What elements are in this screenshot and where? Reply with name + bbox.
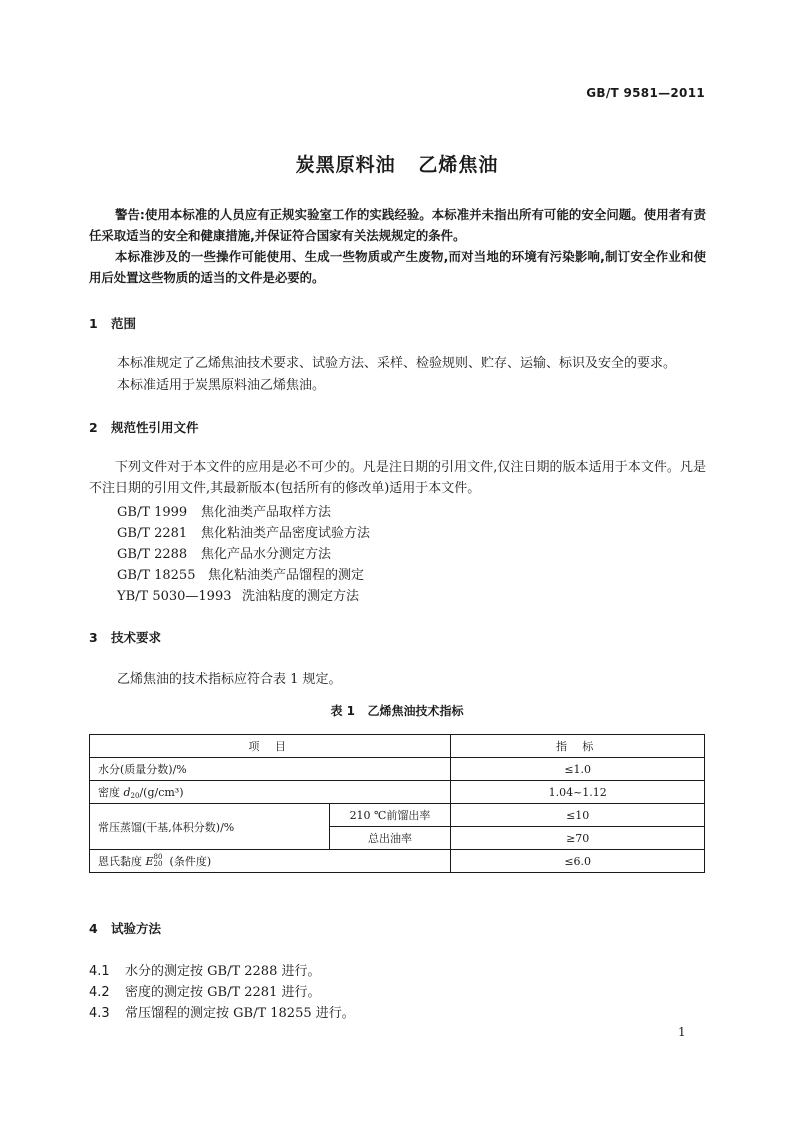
clause-number: 4.2 (89, 985, 110, 1000)
distillation-label: 常压蒸馏(干基,体积分数)/% (90, 804, 330, 850)
section-1-number: 1 (89, 316, 98, 331)
reference-item (117, 522, 370, 541)
viscosity-superscript: 80 (153, 853, 163, 861)
section-4-heading (89, 919, 161, 937)
document-title: 炭黑原料油 乙烯焦油 (295, 154, 499, 176)
reference-code: GB/T 1999 (117, 505, 188, 520)
clause-number: 4.3 (89, 1006, 110, 1021)
table-row (90, 781, 705, 804)
clause-text: 密度的测定按 GB/T 2281 进行。 (125, 985, 321, 1000)
reference-title: 焦化产品水分测定方法 (201, 547, 332, 562)
viscosity-label (90, 850, 451, 873)
section-1-title: 范围 (111, 316, 137, 331)
reference-code: GB/T 2281 (117, 526, 188, 541)
scope-line-1: 本标准规定了乙烯焦油技术要求、试验方法、采样、检验规则、贮存、运输、标识及安全的要求。 (117, 356, 677, 371)
reference-item (117, 543, 331, 562)
section-2-title: 规范性引用文件 (111, 420, 199, 435)
density-label (90, 781, 451, 804)
warning-paragraph-1: 警告:使用本标准的人员应有正规实验室工作的实践经验。本标准并未指出所有可能的安全问题。使用者有责任采取适当的安全和健康措施,并保证符合国家有关法规规定的条件。 (89, 207, 706, 243)
section-4-title: 试验方法 (111, 921, 162, 936)
reference-title: 焦化粘油类产品馏程的测定 (208, 568, 365, 583)
water-value: ≤1.0 (451, 758, 705, 781)
viscosity-label-suffix: (条件度) (162, 855, 212, 868)
header-item: 项 目 (90, 735, 451, 758)
section-3-title: 技术要求 (111, 630, 162, 645)
distillation-sub-label: 总出油率 (329, 827, 451, 850)
reference-code: GB/T 2288 (117, 547, 188, 562)
clause-number: 4.1 (89, 964, 110, 979)
section-3-heading (89, 628, 161, 646)
density-value: 1.04~1.12 (451, 781, 705, 804)
standard-number: GB/T 9581—2011 (586, 86, 705, 100)
reference-code: GB/T 18255 (117, 568, 196, 583)
reference-code: YB/T 5030—1993 (117, 589, 232, 604)
table-caption: 表 1 乙烯焦油技术指标 (330, 704, 464, 718)
section-1-heading (89, 314, 136, 332)
clause-item (89, 981, 320, 1000)
reference-title: 焦化粘油类产品密度试验方法 (201, 526, 371, 541)
spec-table (89, 734, 705, 873)
water-label: 水分(质量分数)/% (90, 758, 451, 781)
normative-refs-intro: 下列文件对于本文件的应用是必不可少的。凡是注日期的引用文件,仅注日期的版本适用于本文件。凡是不注日期的引用文件,其最新版本(包括所有的修改单)适用于本文件。 (89, 460, 706, 496)
viscosity-symbol: E (145, 855, 154, 868)
density-label-suffix: /(g/cm³) (139, 786, 184, 799)
reference-title: 焦化油类产品取样方法 (201, 505, 332, 520)
viscosity-label-prefix: 恩氏黏度 (98, 855, 146, 868)
distillation-value: ≤10 (451, 804, 705, 827)
reference-item (117, 501, 331, 520)
technical-requirements-text: 乙烯焦油的技术指标应符合表 1 规定。 (117, 672, 342, 687)
scope-line-2: 本标准适用于炭黑原料油乙烯焦油。 (117, 378, 326, 393)
section-4-number: 4 (89, 921, 98, 936)
viscosity-subscript: 20 (153, 860, 163, 868)
viscosity-indices (153, 853, 163, 868)
reference-item (117, 585, 359, 604)
distillation-value: ≥70 (451, 827, 705, 850)
clause-item (89, 960, 320, 979)
section-3-number: 3 (89, 630, 98, 645)
section-2-number: 2 (89, 420, 98, 435)
table-row (90, 850, 705, 873)
section-2-heading (89, 418, 199, 436)
clause-item (89, 1002, 355, 1021)
density-symbol: d (123, 786, 131, 799)
viscosity-value: ≤6.0 (451, 850, 705, 873)
table-row (90, 804, 705, 827)
table-row (90, 758, 705, 781)
density-subscript: 20 (130, 792, 140, 800)
header-index: 指 标 (451, 735, 705, 758)
reference-item (117, 564, 364, 583)
clause-text: 水分的测定按 GB/T 2288 进行。 (125, 964, 321, 979)
distillation-sub-label: 210 ℃前馏出率 (329, 804, 451, 827)
clause-text: 常压馏程的测定按 GB/T 18255 进行。 (125, 1006, 355, 1021)
warning-paragraph-2: 本标准涉及的一些操作可能使用、生成一些物质或产生废物,而对当地的环境有污染影响,制订安全作业和使用后处置这些物质的适当的文件是必要的。 (89, 249, 706, 285)
reference-title: 洗油粘度的测定方法 (242, 589, 360, 604)
page-number: 1 (678, 1025, 686, 1039)
table-header-row (90, 735, 705, 758)
density-label-prefix: 密度 (98, 786, 124, 799)
